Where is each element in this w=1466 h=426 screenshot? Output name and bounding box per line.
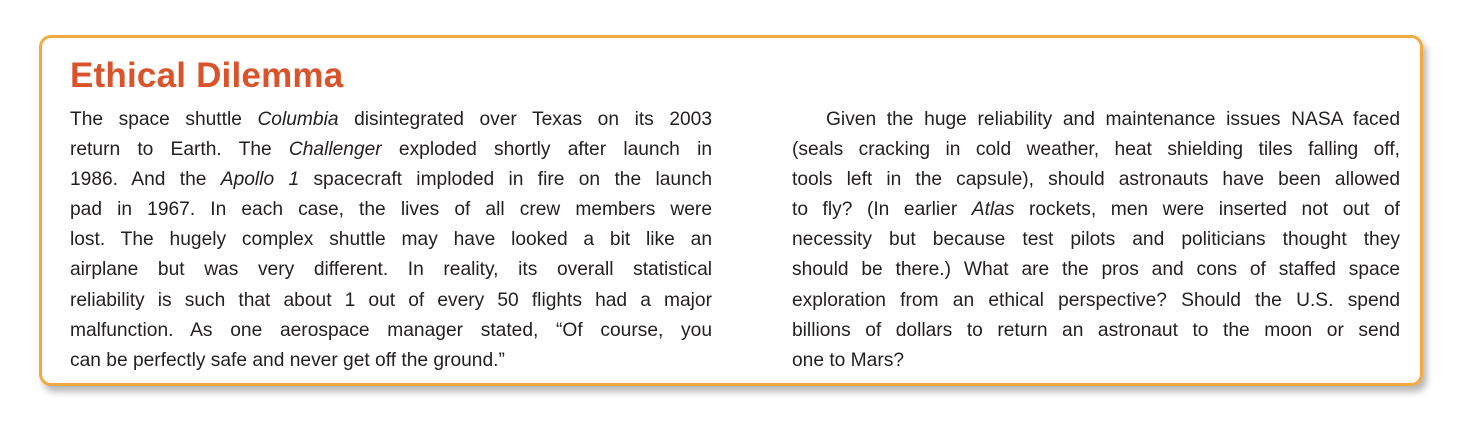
text-line: 1986. And the Apollo 1 spacecraft imploded in fire on the launch xyxy=(70,169,712,191)
text-line: exploration from an ethical perspective? Should the U.S. spend xyxy=(792,289,1400,311)
text-line: lost. The hugely complex shuttle may have looked a bit like an xyxy=(70,229,712,251)
text-line: tools left in the capsule), should astronauts have been allowed xyxy=(792,169,1400,191)
italic-term: Apollo 1 xyxy=(220,169,300,191)
text-line: reliability is such that about 1 out of every 50 flights had a major xyxy=(70,289,712,311)
ethical-dilemma-box xyxy=(39,35,1423,386)
right-paragraph xyxy=(758,105,1400,376)
right-column xyxy=(758,105,1400,376)
italic-term: Columbia xyxy=(257,109,339,130)
text-line: return to Earth. The Challenger exploded shortly after launch in xyxy=(70,139,713,161)
text-line: billions of dollars to return an astronaut to the moon or send xyxy=(792,319,1400,341)
text-line: airplane but was very different. In reality, its overall statistical xyxy=(70,259,712,281)
left-column xyxy=(70,105,712,376)
italic-term: Atlas xyxy=(971,199,1015,221)
text-line: one to Mars? xyxy=(792,349,904,371)
text-line: should be there.) What are the pros and cons of staffed space xyxy=(792,259,1400,281)
text-line: Given the huge reliability and maintenance issues NASA faced xyxy=(826,109,1400,130)
italic-term: Challenger xyxy=(288,139,382,161)
text-line: to fly? (In earlier Atlas rockets, men were inserted not out of xyxy=(792,199,1400,221)
box-title: Ethical Dilemma xyxy=(70,56,344,95)
text-line: necessity but because test pilots and politicians thought they xyxy=(792,229,1400,251)
text-line: malfunction. As one aerospace manager stated, “Of course, you xyxy=(70,319,712,341)
text-line: can be perfectly safe and never get off the ground.” xyxy=(70,349,505,371)
left-paragraph xyxy=(70,105,712,376)
text-line: (seals cracking in cold weather, heat shielding tiles falling off, xyxy=(792,139,1400,161)
text-line: pad in 1967. In each case, the lives of all crew members were xyxy=(70,199,712,221)
text-line: The space shuttle Columbia disintegrated over Texas on its 2003 xyxy=(70,109,712,130)
